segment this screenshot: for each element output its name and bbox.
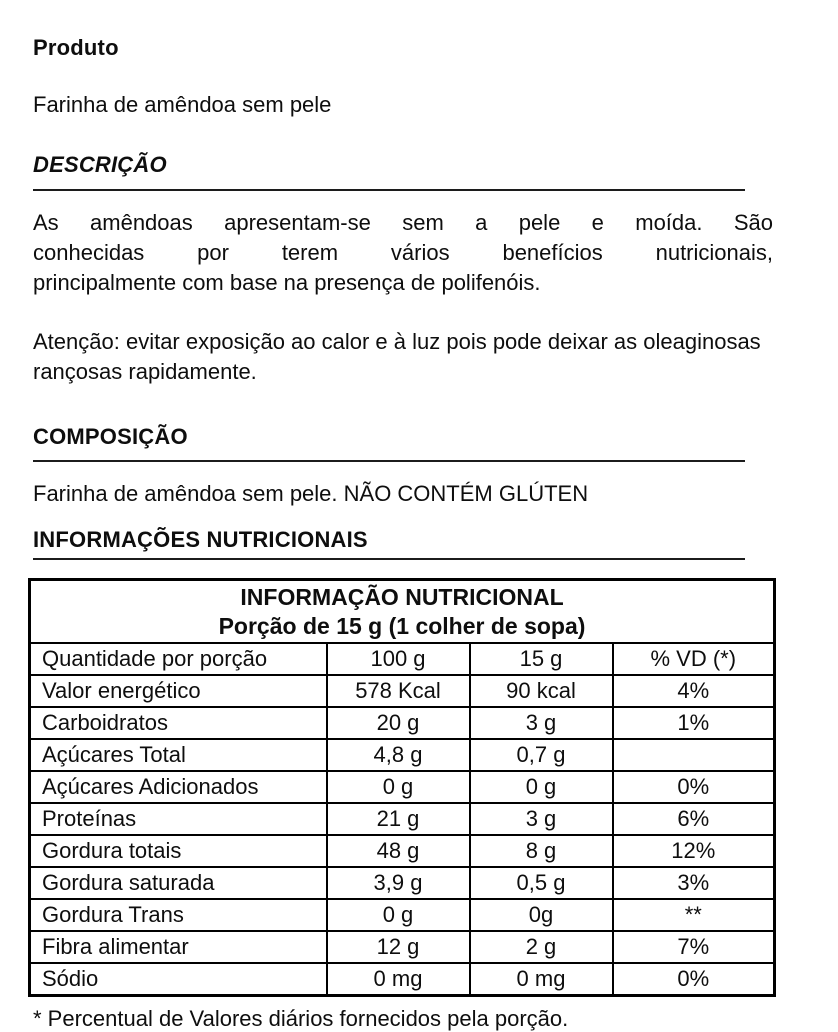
- table-title: INFORMAÇÃO NUTRICIONAL: [240, 584, 564, 610]
- table-column-header-row: [30, 643, 775, 675]
- value-15g: 0,7 g: [470, 739, 613, 771]
- value-vd: 6%: [613, 803, 775, 835]
- value-vd: 12%: [613, 835, 775, 867]
- table-row: [30, 707, 775, 739]
- value-100g: 0 g: [327, 899, 470, 931]
- composition-text: Farinha de amêndoa sem pele. NÃO CONTÉM GLÚTEN: [33, 481, 589, 506]
- row-label: Fibra alimentar: [30, 931, 327, 963]
- table-row: [30, 963, 775, 996]
- row-label: Açúcares Total: [30, 739, 327, 771]
- nutrition-table: [28, 578, 776, 997]
- nutrition-heading: INFORMAÇÕES NUTRICIONAIS: [33, 527, 745, 560]
- row-label: Açúcares Adicionados: [30, 771, 327, 803]
- table-row: [30, 835, 775, 867]
- description-line: principalmente com base na presença de polifenóis.: [33, 270, 541, 295]
- description-heading: DESCRIÇÃO: [33, 152, 745, 191]
- value-15g: 0,5 g: [470, 867, 613, 899]
- row-label: Carboidratos: [30, 707, 327, 739]
- value-100g: 578 Kcal: [327, 675, 470, 707]
- value-vd: 7%: [613, 931, 775, 963]
- value-15g: 8 g: [470, 835, 613, 867]
- value-vd: 4%: [613, 675, 775, 707]
- value-15g: 0g: [470, 899, 613, 931]
- description-line: As amêndoas apresentam-se sem a pele e moída. São: [33, 210, 773, 235]
- table-title-row: [30, 580, 775, 644]
- value-15g: 0 mg: [470, 963, 613, 996]
- nutrition-table-body: [30, 675, 775, 996]
- row-label: Sódio: [30, 963, 327, 996]
- row-label: Gordura Trans: [30, 899, 327, 931]
- value-vd: 0%: [613, 771, 775, 803]
- value-15g: 90 kcal: [470, 675, 613, 707]
- value-vd: 0%: [613, 963, 775, 996]
- composition-heading: COMPOSIÇÃO: [33, 424, 745, 462]
- table-row: [30, 899, 775, 931]
- row-label: Gordura saturada: [30, 867, 327, 899]
- description-line: conhecidas por terem vários benefícios nutricionais,: [33, 240, 773, 265]
- column-header-quantity: Quantidade por porção: [30, 643, 327, 675]
- table-row: [30, 675, 775, 707]
- table-row: [30, 739, 775, 771]
- table-row: [30, 803, 775, 835]
- value-vd: 3%: [613, 867, 775, 899]
- description-paragraph: [33, 208, 773, 298]
- value-100g: 3,9 g: [327, 867, 470, 899]
- row-label: Proteínas: [30, 803, 327, 835]
- table-footnote: * Percentual de Valores diários fornecidos pela porção.: [33, 1006, 569, 1031]
- value-100g: 0 mg: [327, 963, 470, 996]
- column-header-15g: 15 g: [470, 643, 613, 675]
- value-15g: 0 g: [470, 771, 613, 803]
- value-15g: 3 g: [470, 707, 613, 739]
- value-100g: 4,8 g: [327, 739, 470, 771]
- value-15g: 3 g: [470, 803, 613, 835]
- product-heading: Produto: [33, 35, 119, 60]
- value-100g: 20 g: [327, 707, 470, 739]
- table-subtitle: Porção de 15 g (1 colher de sopa): [218, 613, 586, 639]
- attention-paragraph: Atenção: evitar exposição ao calor e à luz pois pode deixar as oleaginosas rançosas rapidamente.: [33, 329, 761, 384]
- column-header-vd: % VD (*): [613, 643, 775, 675]
- table-row: [30, 931, 775, 963]
- product-name: Farinha de amêndoa sem pele: [33, 92, 332, 117]
- table-title-cell: [30, 580, 775, 644]
- table-row: [30, 771, 775, 803]
- value-vd: [613, 739, 775, 771]
- column-header-100g: 100 g: [327, 643, 470, 675]
- table-row: [30, 867, 775, 899]
- row-label: Valor energético: [30, 675, 327, 707]
- value-vd: **: [613, 899, 775, 931]
- value-vd: 1%: [613, 707, 775, 739]
- value-100g: 12 g: [327, 931, 470, 963]
- row-label: Gordura totais: [30, 835, 327, 867]
- value-15g: 2 g: [470, 931, 613, 963]
- value-100g: 21 g: [327, 803, 470, 835]
- value-100g: 48 g: [327, 835, 470, 867]
- value-100g: 0 g: [327, 771, 470, 803]
